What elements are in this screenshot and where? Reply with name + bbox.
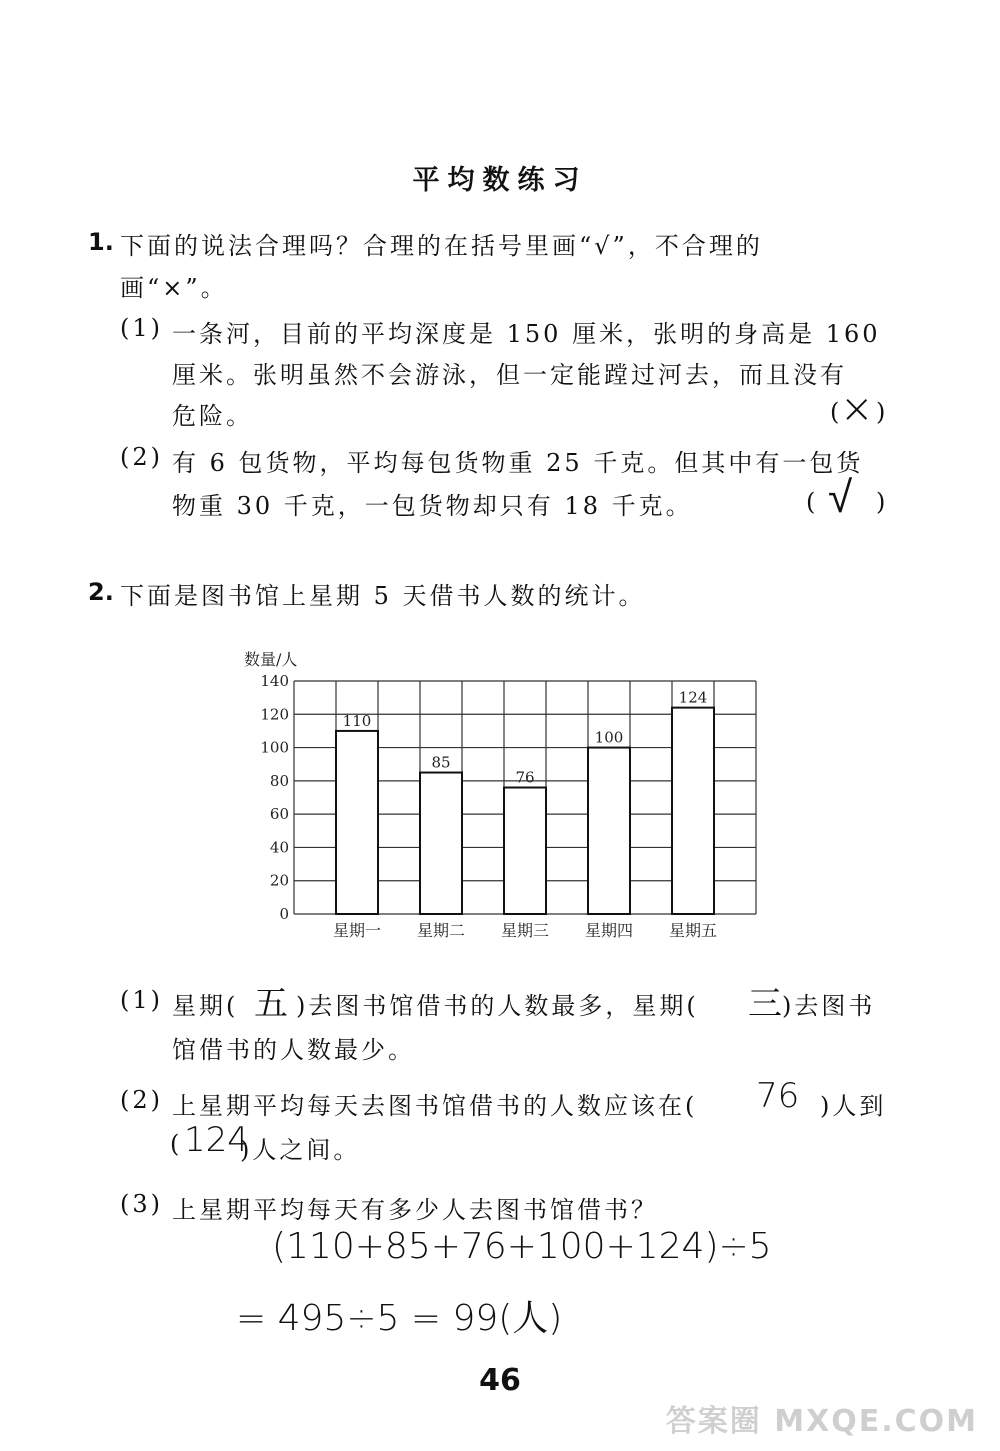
bar-value-label: 76 [515,768,535,787]
y-tick-label: 80 [269,771,289,790]
bar-value-label: 124 [678,688,708,707]
bar-value-label: 85 [431,753,451,772]
q1-item2-paren-open: ( [806,488,816,516]
q2-item2-label: (2) [120,1086,163,1114]
q1-item1-paren-open: ( [830,398,840,426]
x-category-label: 星期二 [416,921,466,940]
q2-item1-part1: 星期( [172,992,239,1020]
q2-item2-part4: )人之间。 [240,1136,361,1164]
y-tick-label: 0 [279,905,289,923]
bar [588,748,630,914]
bar [420,773,462,914]
q2-item2-part2: )人到 [820,1092,887,1120]
q2-item3-label: (3) [120,1190,163,1218]
q1-item2-line2: 物重 30 千克，一包货物却只有 18 千克。 [172,492,693,520]
q2-item2-answer2: 124 [184,1120,249,1160]
x-category-label: 星期三 [500,921,550,940]
library-borrowers-bar-chart [230,640,770,950]
bar [672,708,714,914]
bar-value-label: 100 [594,728,624,747]
y-tick-label: 60 [269,805,289,824]
y-tick-label: 100 [260,738,289,757]
question-2-number: 2. [88,578,114,606]
x-category-label: 星期一 [332,921,382,940]
q1-item1-line2: 厘米。张明虽然不会游泳，但一定能蹚过河去，而且没有 [172,361,847,389]
q2-item1-answer1: 五 [254,984,288,1024]
q2-item3-work-line1: (110+85+76+100+124)÷5 [272,1226,772,1267]
q1-stem-line2: 画“×”。 [120,274,228,302]
y-tick-label: 40 [269,838,289,857]
q2-item3-text: 上星期平均每天有多少人去图书馆借书？ [172,1196,658,1224]
q2-item3-work-line2: = 495÷5 = 99(人) [236,1298,563,1339]
bar [336,731,378,914]
q1-item1-answer-mark: × [840,386,874,432]
x-category-label: 星期五 [668,921,718,940]
q2-item1-part2: )去图书馆借书的人数最多，星期( [296,992,699,1020]
q1-item2-paren-close: ) [876,488,886,516]
q1-item1-paren-close: ) [876,398,886,426]
q2-item2-part3: ( [170,1130,183,1158]
q1-item1-line3: 危险。 [172,402,253,430]
q1-item2-label: (2) [120,443,163,471]
y-tick-label: 140 [260,672,289,690]
q2-item2-part1: 上星期平均每天去图书馆借书的人数应该在( [172,1092,698,1120]
bar-value-label: 110 [342,711,372,730]
q1-item1-line1: 一条河，目前的平均深度是 150 厘米，张明的身高是 160 [172,320,881,348]
watermark: 答案圈 MXQE.COM [665,1404,978,1439]
q2-item1-answer2: 三 [748,984,782,1024]
y-tick-label: 120 [260,705,289,724]
q1-item2-answer-mark: √ [828,472,853,523]
bar [504,788,546,914]
y-tick-label: 20 [269,871,289,890]
question-1-number: 1. [88,228,114,256]
q2-item1-label: (1) [120,986,163,1014]
q2-item1-line2: 馆借书的人数最少。 [172,1036,415,1064]
page-number: 46 [479,1363,521,1398]
q2-item2-answer1: 76 [756,1076,800,1116]
q1-item1-label: (1) [120,314,163,342]
q2-item1-part3: )去图书 [782,992,876,1020]
x-category-label: 星期四 [584,921,634,940]
q1-item2-line1: 有 6 包货物，平均每包货物重 25 千克。但其中有一包货 [172,449,864,477]
q1-stem-line1: 下面的说法合理吗？合理的在括号里画“√”，不合理的 [120,232,763,260]
y-axis-label: 数量/人 [244,650,298,669]
page-title: 平均数练习 [412,165,588,196]
q2-stem: 下面是图书馆上星期 5 天借书人数的统计。 [120,582,646,610]
